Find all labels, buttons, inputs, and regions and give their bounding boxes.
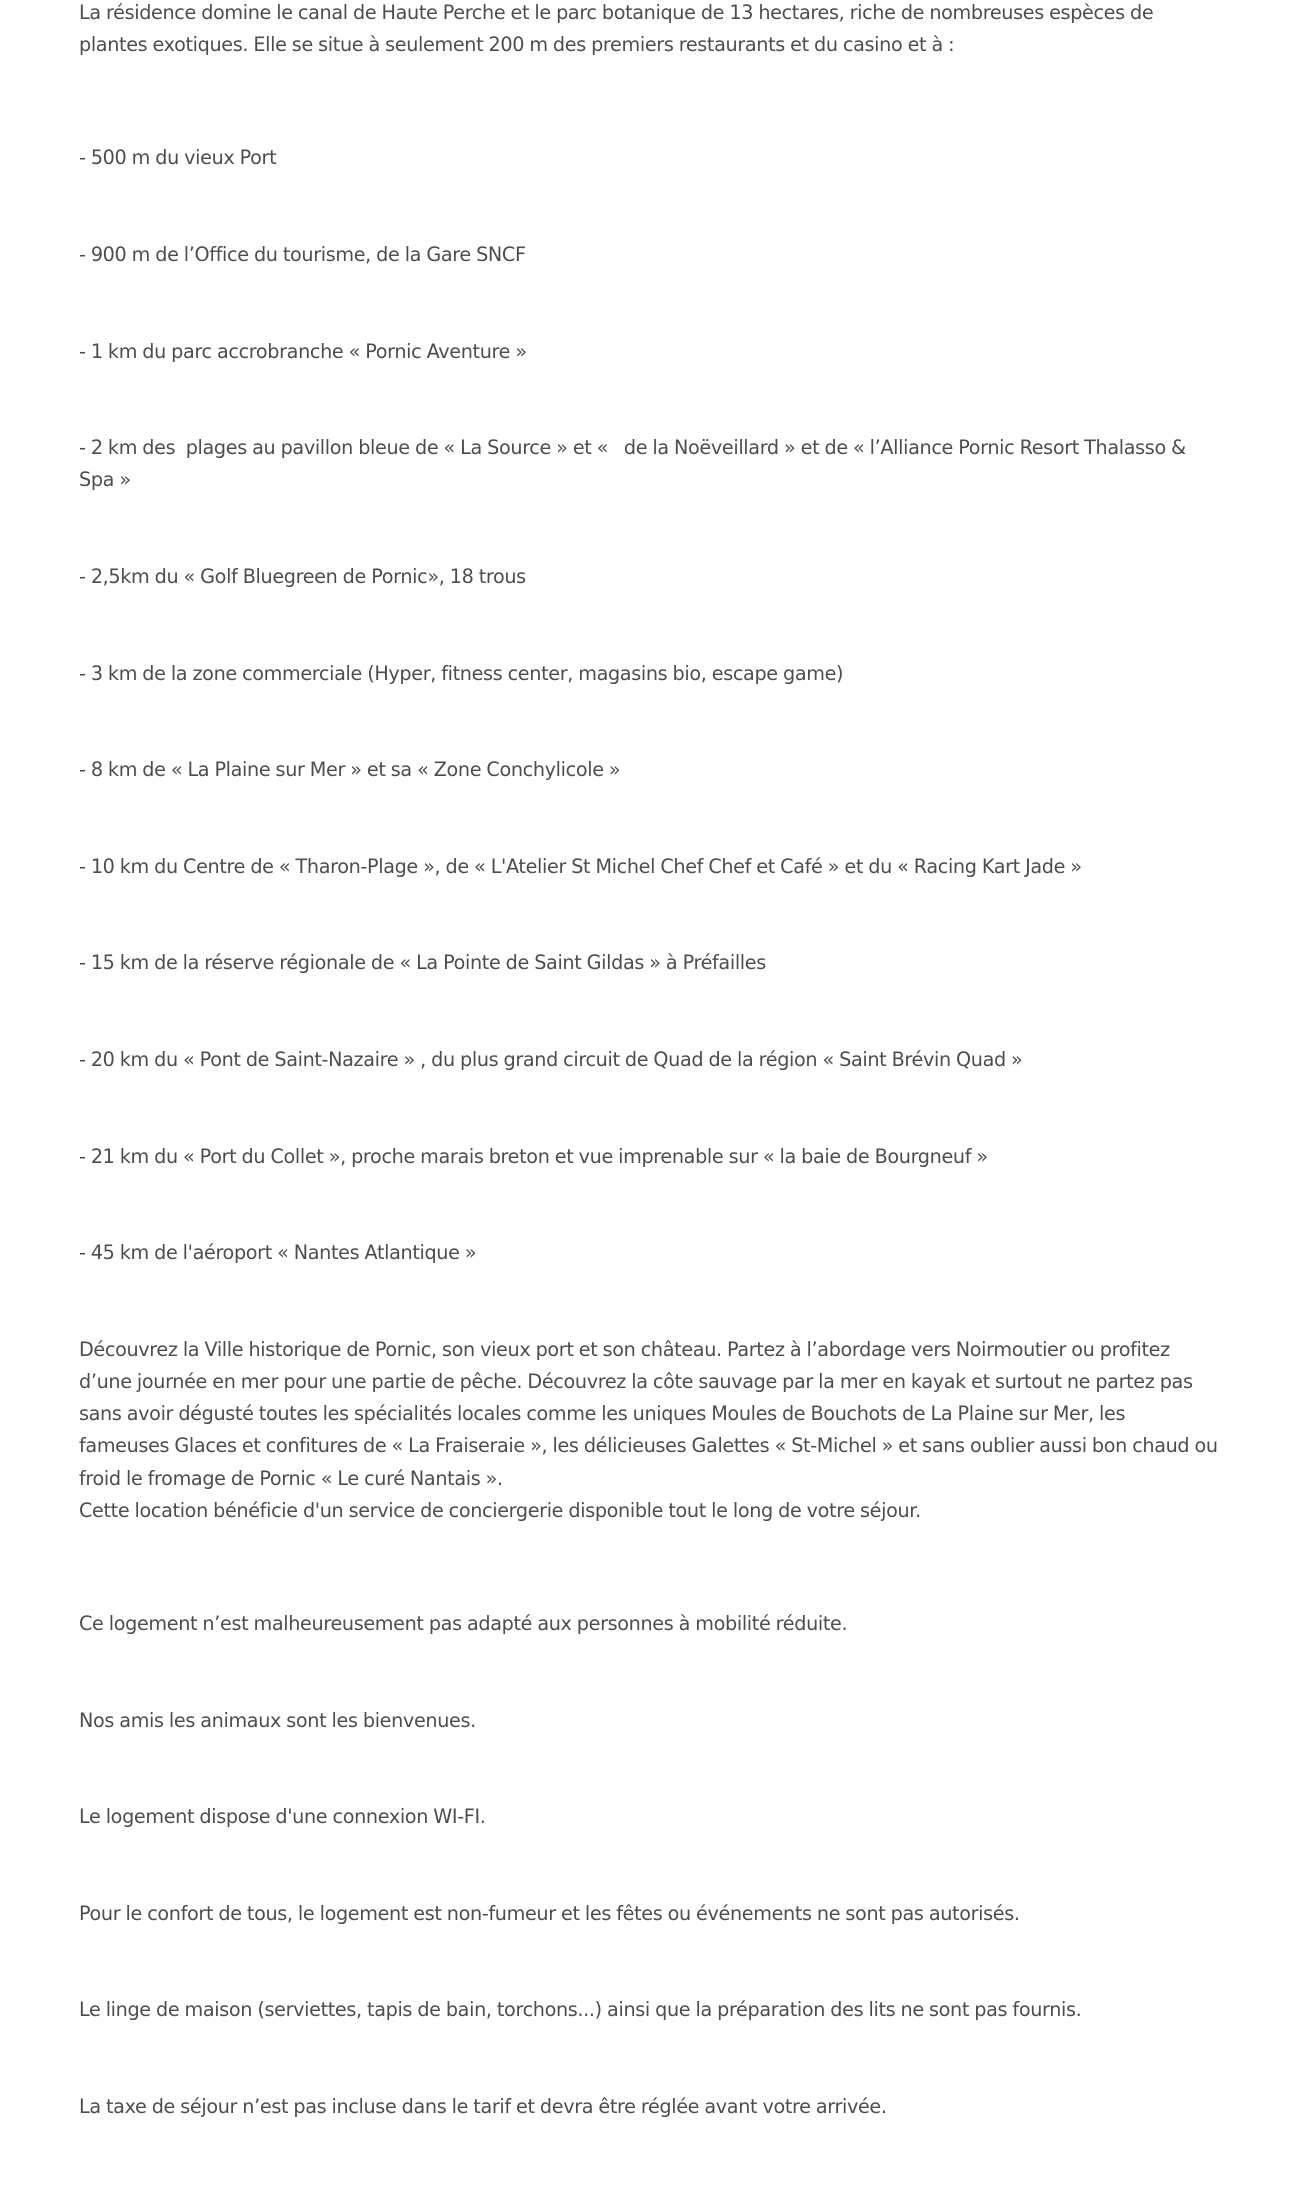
rule-item: Le linge de maison (serviettes, tapis de bain, torchons...) ainsi que la préparation des lits ne sont pas fournis. (79, 1998, 1082, 2022)
house-rules (79, 1544, 1219, 2188)
paragraph-gap (79, 61, 1219, 78)
rule-item: Le logement dispose d'une connexion WI-FI. (79, 1805, 486, 1829)
rule-item: Ce logement n’est malheureusement pas adapté aux personnes à mobilité réduite. (79, 1611, 848, 1635)
distance-list (79, 78, 1219, 1334)
concierge-paragraph: Cette location bénéficie d'un service de conciergerie disponible tout le long de votre séjour. (79, 1498, 921, 1522)
distance-item: - 900 m de l’Office du tourisme, de la Gare SNCF (79, 242, 526, 266)
distance-item: - 1 km du parc accrobranche « Pornic Aventure » (79, 339, 527, 363)
distance-item: - 10 km du Centre de « Tharon-Plage », de « L'Atelier St Michel Chef Chef et Café » et du « Racing Kart Jade » (79, 854, 1082, 878)
distance-item: - 45 km de l'aéroport « Nantes Atlantique » (79, 1241, 477, 1265)
distance-item: - 20 km du « Pont de Saint-Nazaire » , du plus grand circuit de Quad de la région « Saint Brévin Quad » (79, 1048, 1023, 1071)
distance-item: - 21 km du « Port du Collet », proche marais breton et vue imprenable sur « la baie de Bourgneuf » (79, 1144, 988, 1168)
rule-item: Nos amis les animaux sont les bienvenues. (79, 1708, 476, 1732)
rule-item: La taxe de séjour n’est pas incluse dans le tarif et devra être réglée avant votre arrivée. (79, 2095, 887, 2118)
distance-item: - 500 m du vieux Port (79, 146, 277, 170)
distance-item: - 2 km des plages au pavillon bleue de « La Source » et « de la Noëveillard » et de « l’Alliance Pornic Resort Thalasso & Spa » (79, 436, 1191, 492)
paragraph-gap (79, 1527, 1219, 1544)
distance-item: - 2,5km du « Golf Bluegreen de Pornic», 18 trous (79, 564, 526, 588)
intro-paragraph: La résidence domine le canal de Haute Perche et le parc botanique de 13 hectares, riche de nombreuses espèces de plantes exotiques. Elle se situe à seulement 200 m des premiers restaurants et du casino et à : (79, 1, 1159, 57)
rule-item: Pour le confort de tous, le logement est non-fumeur et les fêtes ou événements ne sont pas autorisés. (79, 1901, 1020, 1925)
distance-item: - 15 km de la réserve régionale de « La Pointe de Saint Gildas » à Préfailles (79, 951, 766, 975)
distance-item: - 8 km de « La Plaine sur Mer » et sa « Zone Conchylicole » (79, 758, 621, 782)
listing-description (79, 0, 1223, 2188)
discover-paragraph: Découvrez la Ville historique de Pornic, son vieux port et son château. Partez à l’abordage vers Noirmoutier ou profitez d’une journée en mer pour une partie de pêche. Découvrez la côte sauvage par la mer en kayak et surtout ne partez pas sans avoir dégusté toutes les spécialités locales comme les uniques Moules de Bouchots de La Plaine sur Mer, les fameuses Glaces et confitures de « La Fraiseraie », les délicieuses Galettes « St-Michel » et sans oublier aussi bon chaud ou froid le fromage de Pornic « Le curé Nantais ». (79, 1337, 1223, 1490)
distance-item: - 3 km de la zone commerciale (Hyper, fitness center, magasins bio, escape game) (79, 661, 844, 685)
